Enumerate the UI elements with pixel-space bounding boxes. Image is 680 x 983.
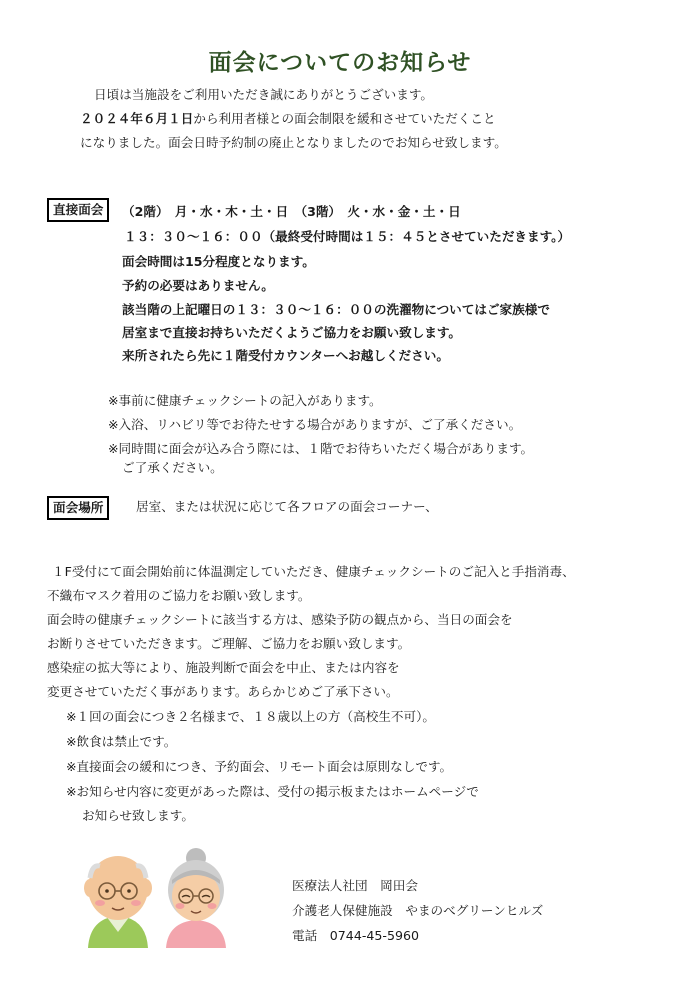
elderly-couple-illustration [70,848,240,948]
direct-days: （2階） 月・水・木・土・日 （3階） 火・水・金・土・日 [122,204,461,219]
body-line-6: 変更させていただく事があります。あらかじめご了承下さい。 [47,684,399,699]
direct-reception: 来所されたら先に１階受付カウンターへお越しください。 [122,348,449,363]
note-bathing: ※入浴、リハビリ等でお待たせする場合がありますが、ご了承ください。 [108,417,522,432]
direct-laundry: 該当階の上記曜日の１３：３０～１６：００の洗濯物についてはご家族様で [122,302,550,317]
rule-changes-2: お知らせ致します。 [82,808,194,823]
direct-duration: 面会時間は15分程度となります。 [122,254,315,269]
facility-name: 介護老人保健施設 やまのべグリーンヒルズ [292,903,544,918]
body-line-1: １F受付にて面会開始前に体温測定していただき、健康チェックシートのご記入と手指消毒、 [52,564,575,579]
rule-changes: ※お知らせ内容に変更があった際は、受付の掲示板またはホームページで [66,784,479,799]
body-line-5: 感染症の拡大等により、施設判断で面会を中止、または内容を [47,660,400,675]
body-line-2: 不織布マスク着用のご協力をお願い致します。 [47,588,311,603]
rule-no-remote: ※直接面会の緩和につき、予約面会、リモート面会は原則なしです。 [66,759,453,774]
visit-place-text: 居室、または状況に応じて各フロアの面会コーナー、 [136,499,438,514]
rule-no-food: ※飲食は禁止です。 [66,734,177,749]
org-name: 医療法人社団 岡田会 [292,878,418,893]
note-crowded-2: ご了承ください。 [122,460,223,475]
direct-laundry-2: 居室まで直接お持ちいただくようご協力をお願い致します。 [122,325,462,340]
page-title: 面会についてのお知らせ [208,50,472,76]
intro-line-1: 日頃は当施設をご利用いただき誠にありがとうございます。 [94,87,434,102]
intro-date: ２０２４年６月１日 [80,111,194,126]
body-line-3: 面会時の健康チェックシートに該当する方は、感染予防の観点から、当日の面会を [47,612,513,627]
direct-no-reservation: 予約の必要はありません。 [122,278,274,293]
intro-line-2-rest: から利用者様との面会制限を緩和させていただくこと [193,111,496,126]
note-crowded: ※同時間に面会が込み合う際には、１階でお待ちいただく場合があります。 [108,441,534,456]
grandpa-icon [84,856,152,948]
note-health-sheet: ※事前に健康チェックシートの記入があります。 [108,393,382,408]
body-line-4: お断りさせていただきます。ご理解、ご協力をお願い致します。 [47,636,411,651]
direct-hours: １３：３０～１６：００（最終受付時間は１５：４５とさせていただきます。） [124,229,571,244]
phone-number: 電話 0744-45-5960 [292,928,419,943]
intro-line-2 [80,107,496,131]
intro-line-3: になりました。面会日時予約制の廃止となりましたのでお知らせ致します。 [80,135,507,150]
rule-two-visitors: ※１回の面会につき２名様まで、１８歳以上の方（高校生不可）。 [66,709,435,724]
grandma-icon [166,848,226,948]
visit-place-label: 面会場所 [47,496,109,520]
direct-visit-label: 直接面会 [47,198,109,222]
